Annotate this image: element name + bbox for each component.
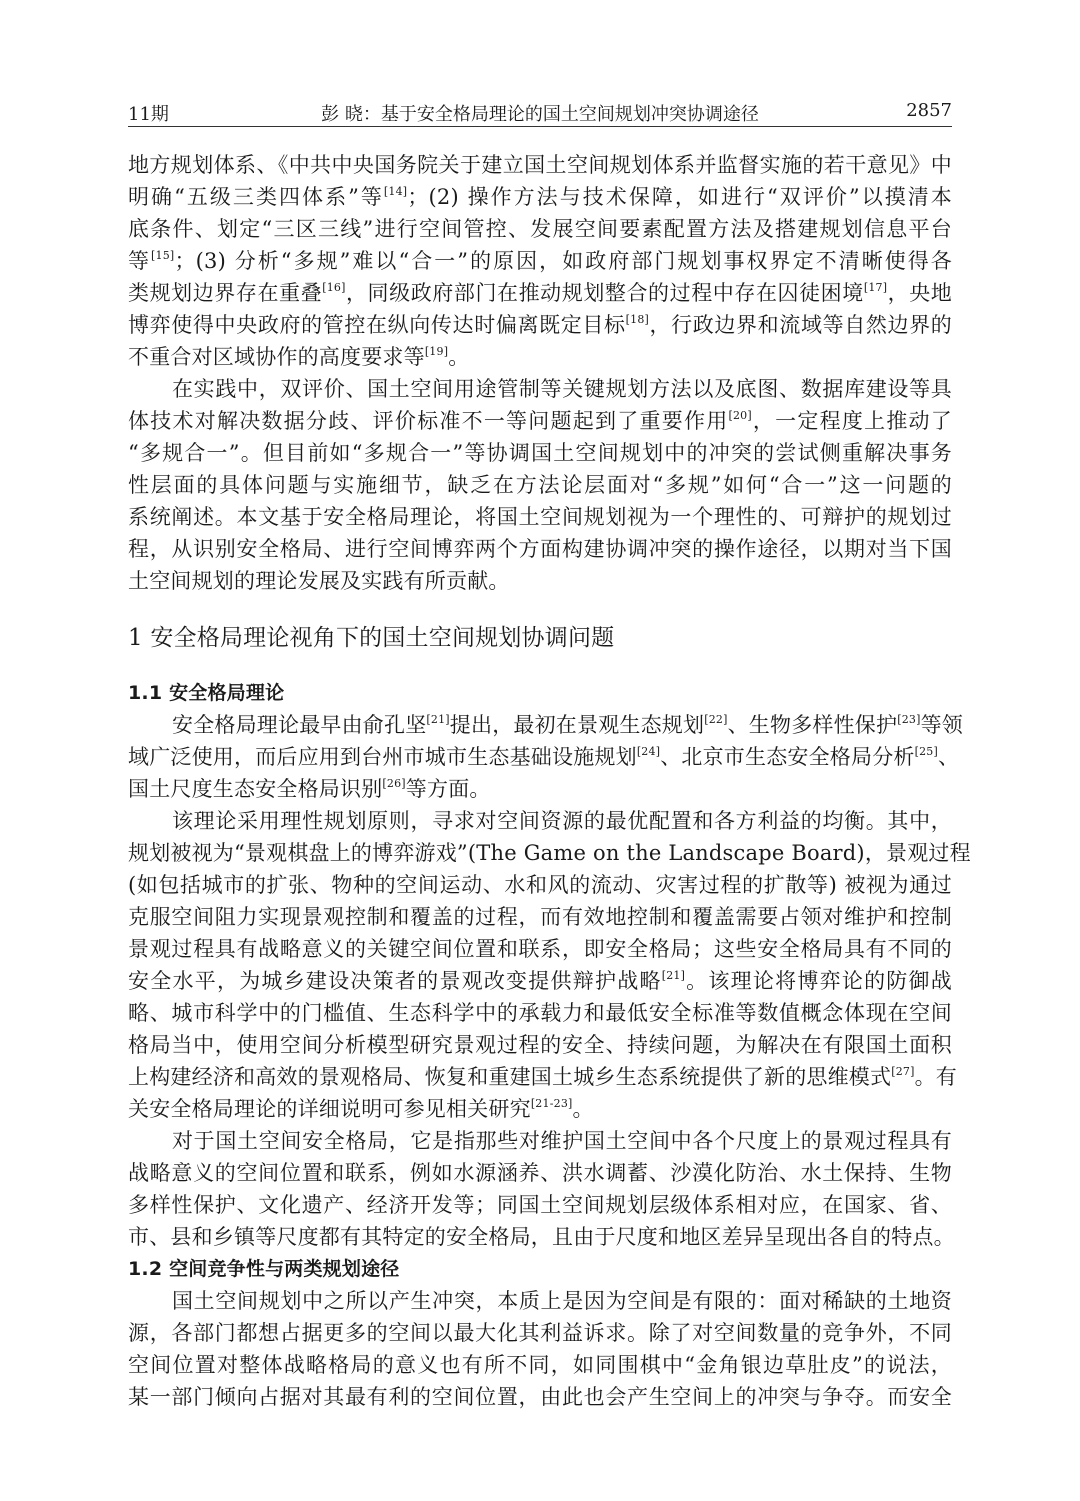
text-line [128,805,952,837]
text-run: 等方面。 [405,777,491,801]
text-run: 程，从识别安全格局、进行空间博弈两个方面构建协调冲突的操作途径，以期对当下国 [128,537,952,561]
text-run: 国土空间规划中之所以产生冲突，本质上是因为空间是有限的：面对稀缺的土地资 [172,1289,952,1313]
text-run: 上构建经济和高效的景观格局、恢复和重建国土城乡生态系统提供了新的思维模式 [128,1065,892,1089]
text-run: 某一部门倾向占据对其最有利的空间位置，由此也会产生空间上的冲突与争夺。而安全 [128,1385,952,1409]
text-run: ，同级政府部门在推动规划整合的过程中存在囚徒困境 [345,281,864,305]
text-run: ；(2) 操作方法与技术保障，如进行“双评价”以摸清本 [407,185,953,209]
text-line [128,1125,952,1157]
text-line [128,373,952,405]
text-run: 对于国土空间安全格局，它是指那些对维护国土空间中各个尺度上的景观过程具有 [172,1129,952,1153]
intro-paragraphs [128,149,952,597]
citation-ref: [21-23] [530,1097,573,1110]
text-run: 地方规划体系、《中共中央国务院关于建立国土空间规划体系并监督实施的若干意见》中 [128,153,952,177]
text-run: 、生物多样性保护 [727,713,898,737]
text-run: 底条件、划定“三区三线”进行空间管控、发展空间要素配置方法及搭建规划信息平台 [128,217,952,241]
text-run: 。该理论将博弈论的防御战 [685,969,952,993]
text-run: 在实践中，双评价、国土空间用途管制等关键规划方法以及底图、数据库建设等具 [172,377,952,401]
text-line [128,213,952,245]
text-run: 格局当中，使用空间分析模型研究景观过程的安全、持续问题，为解决在有限国土面积 [128,1033,952,1057]
text-run: 不重合对区域协作的高度要求等 [128,345,425,369]
header-rule [128,126,952,127]
text-run: ；(3) 分析“多规”难以“合一”的原因，如政府部门规划事权界定不清晰使得各 [174,249,953,273]
text-run: 等领 [920,713,963,737]
text-run: 、 [938,745,960,769]
text-run: ，一定程度上推动了 [751,409,952,433]
text-run: 。有 [914,1065,957,1089]
text-run: 。 [572,1097,594,1121]
citation-ref: [26] [382,777,406,790]
text-line [128,933,952,965]
text-line [128,1381,952,1413]
issue-number: 11期 [128,104,169,125]
text-run: ，央地 [887,281,952,305]
text-run: “多规合一”。但目前如“多规合一”等协调国土空间规划中的冲突的尝试侧重解决事务 [128,441,952,465]
citation-ref: [25] [914,745,938,758]
text-line [128,1061,957,1093]
text-run: 多样性保护、文化遗产、经济开发等；同国土空间规划层级体系相对应，在国家、省、 [128,1193,952,1217]
text-run: 类规划边界存在重叠 [128,281,323,305]
text-run: 源，各部门都想占据更多的空间以最大化其利益诉求。除了对空间数量的竞争外，不同 [128,1321,952,1345]
text-run: 土空间规划的理论发展及实践有所贡献。 [128,569,510,593]
text-line [128,405,952,437]
text-run: 略、城市科学中的门槛值、生态科学中的承载力和最低安全标准等数值概念体现在空间 [128,1001,952,1025]
text-run: 系统阐述。本文基于安全格局理论，将国土空间规划视为一个理性的、可辩护的规划过 [128,505,952,529]
text-run: 域广泛使用，而后应用到台州市城市生态基础设施规划 [128,745,637,769]
citation-ref: [20] [728,409,752,422]
section-1-container [128,618,952,658]
text-line [128,565,952,597]
text-line [128,709,963,741]
citation-ref: [23] [897,713,921,726]
text-line [128,901,952,933]
text-line [128,965,952,997]
subsection-heading [128,677,952,709]
section-1-1-body [128,677,971,1413]
text-run: 国土尺度生态安全格局识别 [128,777,383,801]
text-line [128,869,952,901]
text-line [128,773,952,805]
citation-ref: [17] [863,281,888,294]
text-line [128,1221,955,1253]
text-line [128,1189,952,1221]
citation-ref: [16] [322,281,346,294]
citation-ref: [18] [625,313,650,326]
text-run: 明确“五级三类四体系”等 [128,185,384,209]
text-run: 安全水平，为城乡建设决策者的景观改变提供辩护战略 [128,969,662,993]
text-line [128,1349,952,1381]
text-run: 性层面的具体问题与实施细节，缺乏在方法论层面对“多规”如何“合一”这一问题的 [128,473,952,497]
text-line [128,997,952,1029]
text-run: 安全格局理论最早由俞孔坚 [172,713,427,737]
text-line [128,341,952,373]
text-run: ，行政边界和流域等自然边界的 [649,313,952,337]
citation-ref: [19] [424,345,449,358]
text-run: 博弈使得中央政府的管控在纵向传达时偏离既定目标 [128,313,626,337]
text-line [128,1285,952,1317]
text-run: 克服空间阻力实现景观控制和覆盖的过程，而有效地控制和覆盖需要占领对维护和控制 [128,905,952,929]
text-run: 。 [448,345,470,369]
text-run: 景观过程具有战略意义的关键空间位置和联系，即安全格局；这些安全格局具有不同的 [128,937,952,961]
text-line [128,437,952,469]
text-line [128,1029,952,1061]
text-line [128,309,952,341]
citation-ref: [21] [661,969,686,982]
text-line [128,837,971,869]
subsection-heading [128,1253,952,1285]
page-number: 2857 [906,100,952,121]
text-run: 提出，最初在景观生态规划 [449,713,705,737]
text-line [128,277,952,309]
text-line [128,245,952,277]
text-run: 规划被视为“景观棋盘上的博弈游戏”(The Game on the Landscape Board)，景观过程 [128,841,971,865]
text-line [128,149,952,181]
text-run: 战略意义的空间位置和联系，例如水源涵养、洪水调蓄、沙漠化防治、水土保持、生物 [128,1161,952,1185]
text-line [128,1093,952,1125]
text-run: (如包括城市的扩张、物种的空间运动、水和风的流动、灾害过程的扩散等) 被视为通过 [128,873,952,897]
text-line [128,469,952,501]
citation-ref: [24] [636,745,661,758]
text-run: 市、县和乡镇等尺度都有其特定的安全格局，且由于尺度和地区差异呈现出各自的特点。 [128,1225,955,1249]
citation-ref: [21] [426,713,450,726]
text-run: 该理论采用理性规划原则，寻求对空间资源的最优配置和各方利益的均衡。其中， [172,809,952,833]
text-line [128,533,952,565]
text-line [128,181,952,213]
text-line [128,1157,952,1189]
text-line [128,741,960,773]
text-run: 1.2 空间竞争性与两类规划途径 [128,1258,400,1280]
text-run: 1.1 安全格局理论 [128,682,285,704]
citation-ref: [15] [151,249,175,262]
citation-ref: [22] [704,713,728,726]
text-run: 体技术对解决数据分歧、评价标准不一等问题起到了重要作用 [128,409,729,433]
text-run: 空间位置对整体战略格局的意义也有所不同，如同围棋中“金角银边草肚皮”的说法， [128,1353,952,1377]
text-run: 关安全格局理论的详细说明可参见相关研究 [128,1097,531,1121]
text-run: 等 [128,249,152,273]
text-line [128,501,952,533]
running-header [128,96,952,126]
running-title: 彭 晓：基于安全格局理论的国土空间规划冲突协调途径 [321,104,759,125]
text-line [128,1317,952,1349]
text-run: 、北京市生态安全格局分析 [660,745,915,769]
citation-ref: [27] [891,1065,915,1078]
section-heading: 1 安全格局理论视角下的国土空间规划协调问题 [128,625,615,651]
citation-ref: [14] [383,185,408,198]
